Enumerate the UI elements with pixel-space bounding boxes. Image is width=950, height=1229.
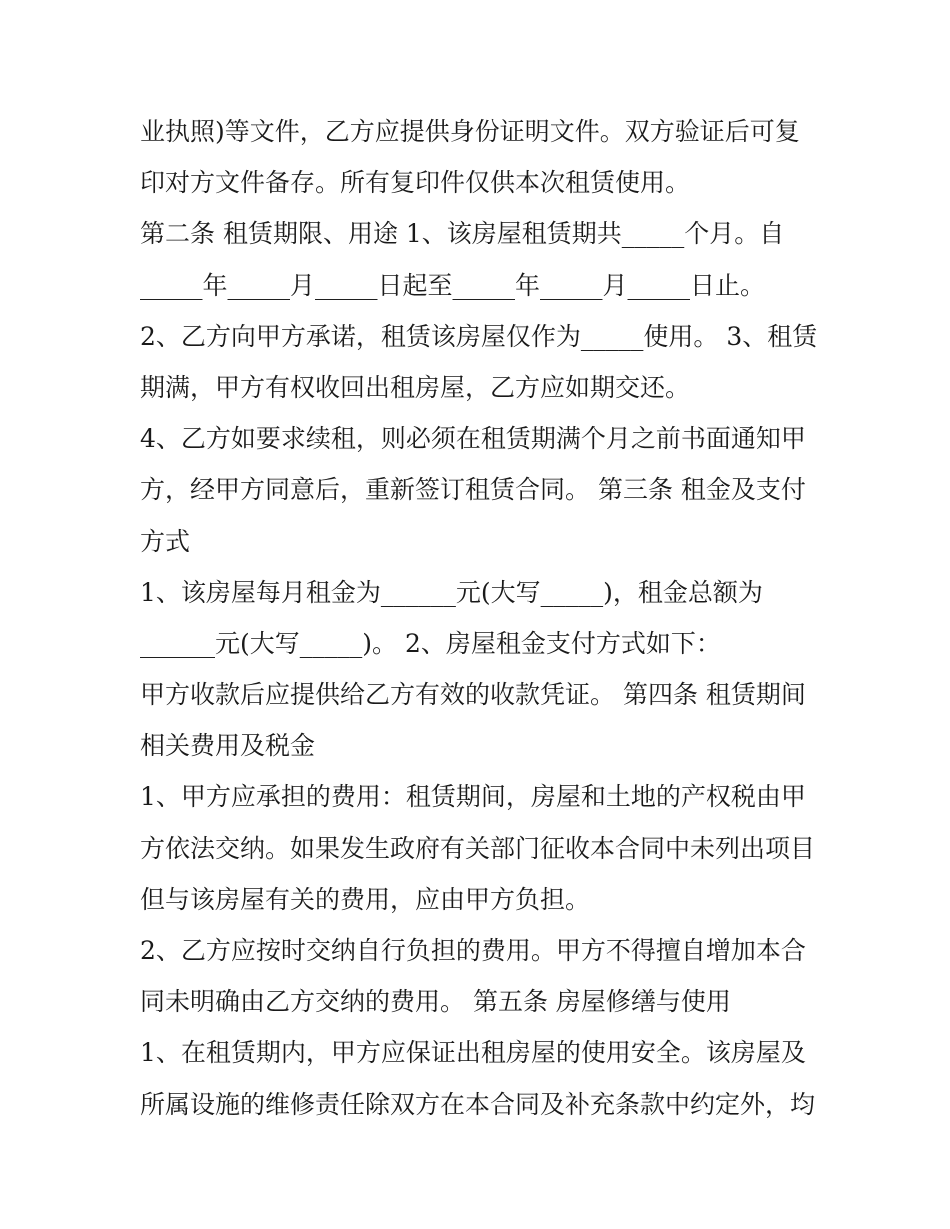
text-line: 相关费用及税金: [140, 731, 316, 761]
text-line: 1、该房屋每月租金为______元(大写_____)，租金总额为: [140, 577, 763, 607]
text-line: 所属设施的维修责任除双方在本合同及补充条款中约定外，均: [140, 1089, 816, 1119]
text-line: 同未明确由乙方交纳的费用。 第五条 房屋修缮与使用: [140, 987, 731, 1017]
text-line: 方依法交纳。如果发生政府有关部门征收本合同中未列出项目: [140, 833, 816, 863]
text-line: 方式: [140, 526, 191, 556]
text-line: 印对方文件备存。所有复印件仅供本次租赁使用。: [140, 168, 691, 198]
text-line: ______元(大写_____)。 2、房屋租金支付方式如下：: [140, 628, 721, 658]
text-line: 第二条 租赁期限、用途 1、该房屋租赁期共_____个月。自: [140, 219, 785, 249]
text-line: 业执照)等文件，乙方应提供身份证明文件。双方验证后可复: [140, 117, 800, 146]
text-line: 方，经甲方同意后，重新签订租赁合同。 第三条 租金及支付: [140, 475, 806, 505]
text-line: 2、乙方向甲方承诺，租赁该房屋仅作为_____使用。 3、租赁: [140, 321, 818, 351]
contract-text: [140, 106, 830, 1130]
text-line: 但与该房屋有关的费用，应由甲方负担。: [140, 884, 591, 914]
text-line: 1、甲方应承担的费用：租赁期间，房屋和土地的产权税由甲: [140, 782, 806, 812]
text-line: 4、乙方如要求续租，则必须在租赁期满个月之前书面通知甲: [140, 424, 806, 454]
text-line: 1、在租赁期内，甲方应保证出租房屋的使用安全。该房屋及: [140, 1038, 806, 1068]
text-line: 期满，甲方有权收回出租房屋，乙方应如期交还。: [140, 372, 691, 402]
text-line: 2、乙方应按时交纳自行负担的费用。甲方不得擅自增加本合: [140, 936, 806, 965]
text-line: 甲方收款后应提供给乙方有效的收款凭证。 第四条 租赁期间: [140, 680, 806, 710]
text-line: _____年_____月_____日起至_____年_____月_____日止。: [140, 270, 766, 300]
